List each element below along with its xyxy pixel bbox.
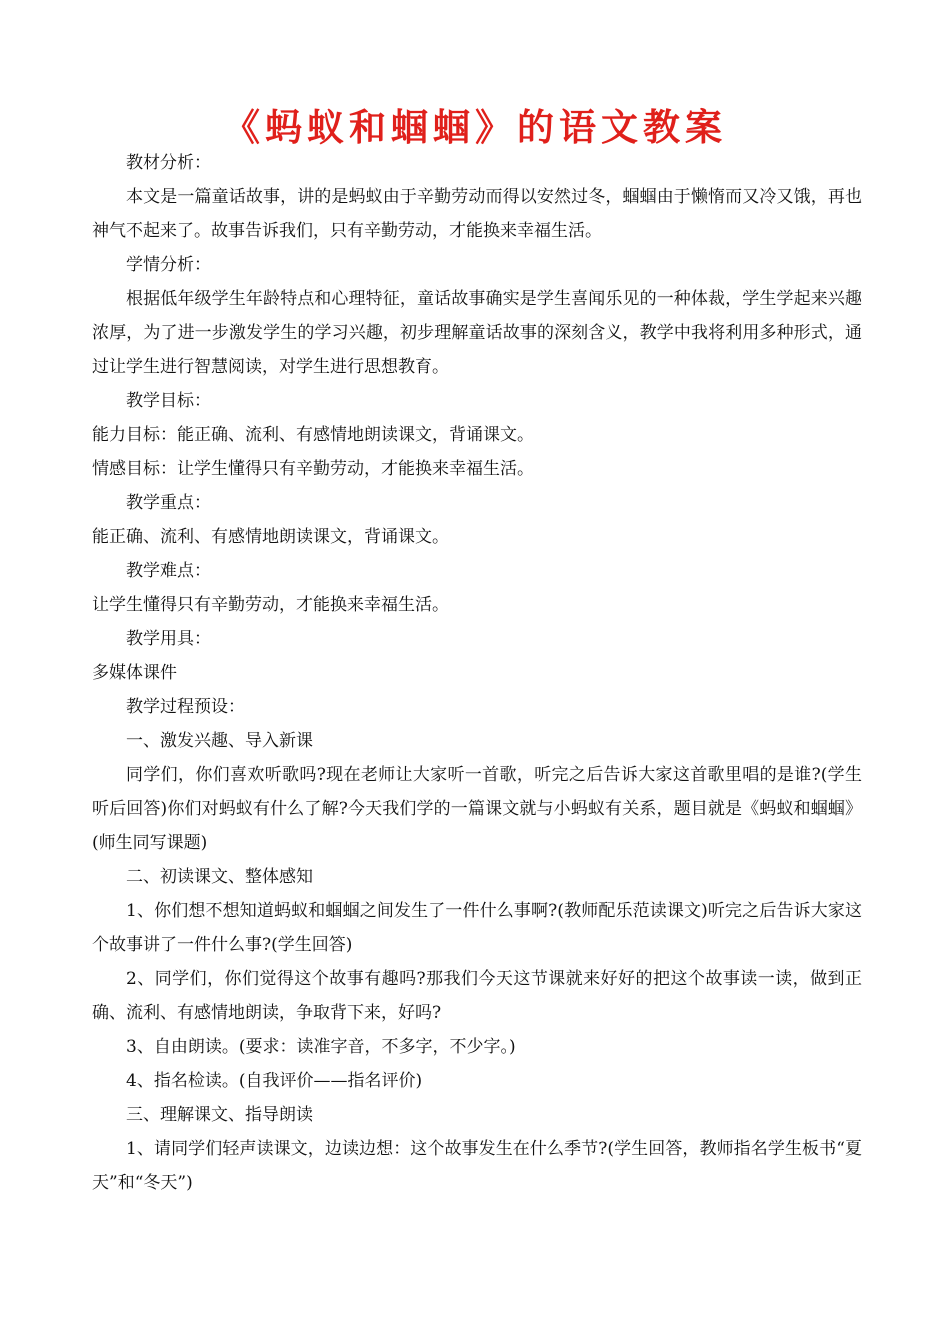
section-2-item-4: 4、指名检读。(自我评价——指名评价)	[126, 1071, 423, 1091]
document-title: 《蚂蚁和蝈蝈》的语文教案	[223, 106, 727, 149]
section-3-item-1: 1、请同学们轻声读课文，边读边想：这个故事发生在什么季节?(学生回答，教师指名学生板书“夏天”和“冬天”)	[92, 1139, 862, 1193]
section-1-heading: 一、激发兴趣、导入新课	[126, 731, 313, 751]
section-2-item-1: 1、你们想不想知道蚂蚁和蝈蝈之间发生了一件什么事啊?(教师配乐范读课文)听完之后告诉大家这个故事讲了一件什么事?(学生回答)	[92, 901, 862, 955]
paragraph-ability-goal: 能力目标：能正确、流利、有感情地朗读课文，背诵课文。	[92, 425, 534, 445]
section-2-item-3: 3、自由朗读。(要求：读准字音，不多字，不少字。)	[126, 1037, 516, 1057]
paragraph-textbook-analysis: 本文是一篇童话故事，讲的是蚂蚁由于辛勤劳动而得以安然过冬，蝈蝈由于懒惰而又冷又饿，再也神气不起来了。故事告诉我们，只有辛勤劳动，才能换来幸福生活。	[92, 187, 862, 241]
paragraph-emotion-goal: 情感目标：让学生懂得只有辛勤劳动，才能换来幸福生活。	[92, 459, 534, 479]
document-body	[92, 146, 862, 1200]
heading-student-analysis: 学情分析：	[126, 255, 211, 275]
heading-teaching-tools: 教学用具：	[126, 629, 211, 649]
heading-teaching-process: 教学过程预设：	[126, 697, 245, 717]
section-1-paragraph: 同学们，你们喜欢听歌吗?现在老师让大家听一首歌，听完之后告诉大家这首歌里唱的是谁?(学生听后回答)你们对蚂蚁有什么了解?今天我们学的一篇课文就与小蚂蚁有关系，题目就是《蚂蚁和蝈蝈》(师生同写课题)	[92, 765, 862, 853]
section-2-item-2: 2、同学们，你们觉得这个故事有趣吗?那我们今天这节课就来好好的把这个故事读一读，做到正确、流利、有感情地朗读，争取背下来，好吗?	[92, 969, 862, 1023]
paragraph-teaching-tools: 多媒体课件	[92, 663, 177, 683]
heading-difficult-points: 教学难点：	[126, 561, 211, 581]
heading-textbook-analysis: 教材分析：	[126, 153, 211, 173]
paragraph-student-analysis: 根据低年级学生年龄特点和心理特征，童话故事确实是学生喜闻乐见的一种体裁，学生学起来兴趣浓厚，为了进一步激发学生的学习兴趣，初步理解童话故事的深刻含义，教学中我将利用多种形式，通过让学生进行智慧阅读，对学生进行思想教育。	[92, 289, 862, 377]
paragraph-difficult-points: 让学生懂得只有辛勤劳动，才能换来幸福生活。	[92, 595, 449, 615]
section-2-heading: 二、初读课文、整体感知	[126, 867, 313, 887]
paragraph-key-points: 能正确、流利、有感情地朗读课文，背诵课文。	[92, 527, 449, 547]
section-3-heading: 三、理解课文、指导朗读	[126, 1105, 313, 1125]
heading-key-points: 教学重点：	[126, 493, 211, 513]
heading-teaching-goals: 教学目标：	[126, 391, 211, 411]
